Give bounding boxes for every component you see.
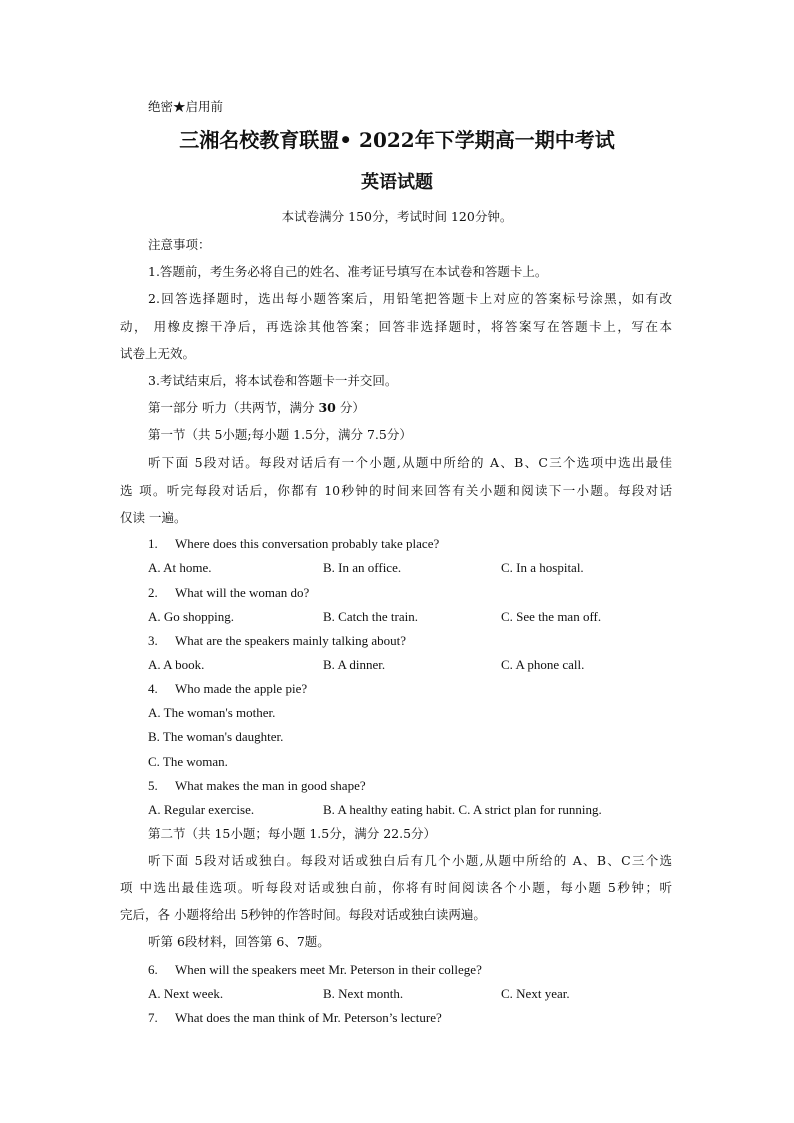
section2-heading: 第二节（共 15小题；每小题 1.5分，满分 22.5分） (148, 826, 437, 841)
section1-instructions-line-2: 选 项。听完每段对话后，你都有 10秒钟的时间来回答有关小题和阅读下一小题。每段对话 (120, 483, 672, 498)
question-4-option-b: B. The woman's daughter. (148, 729, 284, 744)
question-2-option-a: A. Go shopping. (148, 609, 234, 624)
section2-instructions-line-2: 项 中选出最佳选项。听每段对话或独白前，你将有时间阅读各个小题，每小题 5秒钟；听 (120, 880, 672, 895)
note-3: 3.考试结束后，将本试卷和答题卡一并交回。 (148, 373, 398, 388)
question-1-option-c: C. In a hospital. (501, 560, 584, 575)
note-1: 1.答题前，考生务必将自己的姓名、准考证号填写在本试卷和答题卡上。 (148, 264, 548, 279)
part1-heading (148, 400, 365, 416)
section1-instructions-line-1: 听下面 5段对话。每段对话后有一个小题,从题中所给的 A、B、C三个选项中选出最佳 (148, 455, 672, 470)
section2-instructions-line-1: 听下面 5段对话或独白。每段对话或独白后有几个小题,从题中所给的 A、B、C三个选 (148, 853, 672, 868)
question-1-option-a: A. At home. (148, 560, 212, 575)
question-4-option-c: C. The woman. (148, 754, 228, 769)
part1-heading-post: 分） (335, 400, 365, 415)
question-1-option-b: B. In an office. (323, 560, 402, 575)
question-4: 4. Who made the apple pie? (148, 681, 308, 696)
note-2-line-1: 2.回答选择题时，选出每小题答案后，用铅笔把答题卡上对应的答案标号涂黑，如有改 (148, 291, 672, 306)
note-2-line-2: 动， 用橡皮擦干净后，再选涂其他答案；回答非选择题时，将答案写在答题卡上，写在本 (120, 319, 672, 334)
question-2-option-b: B. Catch the train. (323, 609, 418, 624)
question-1: 1. Where does this conversation probably take place? (148, 536, 440, 551)
note-2-line-3: 试卷上无效。 (120, 346, 196, 361)
question-7: 7. What does the man think of Mr. Peterson’s lecture? (148, 1010, 442, 1025)
question-6-option-c: C. Next year. (501, 986, 570, 1001)
section2-instructions-line-3: 完后，各 小题将给出 5秒钟的作答时间。每段对话或独白读两遍。 (120, 907, 486, 922)
question-3: 3. What are the speakers mainly talking about? (148, 633, 407, 648)
exam-info: 本试卷满分 150分，考试时间 120分钟。 (281, 209, 513, 224)
question-5: 5. What makes the man in good shape? (148, 778, 366, 793)
exam-title: 三湘名校教育联盟• 2022年下学期高一期中考试 (179, 128, 615, 152)
confidential-label: 绝密★启用前 (148, 99, 224, 114)
question-3-option-b: B. A dinner. (323, 657, 386, 672)
question-2: 2. What will the woman do? (148, 585, 310, 600)
section1-heading: 第一节（共 5小题;每小题 1.5分，满分 7.5分） (148, 427, 412, 442)
question-2-option-c: C. See the man off. (501, 609, 602, 624)
part1-heading-pre: 第一部分 听力（共两节，满分 (148, 400, 319, 415)
notes-heading: 注意事项： (148, 237, 211, 252)
section1-instructions-line-3: 仅读 一遍。 (120, 510, 187, 525)
question-4-option-a: A. The woman's mother. (148, 705, 276, 720)
question-6: 6. When will the speakers meet Mr. Peterson in their college? (148, 962, 482, 977)
part1-heading-score: 30 (318, 400, 336, 415)
question-6-option-a: A. Next week. (148, 986, 224, 1001)
question-5-option-a: A. Regular exercise. (148, 802, 255, 817)
material-6-instruction: 听第 6段材料，回答第 6、7题。 (148, 934, 330, 949)
question-5-options-b-c: B. A healthy eating habit. C. A strict plan for running. (323, 802, 602, 817)
subject-title: 英语试题 (361, 172, 433, 193)
question-6-option-b: B. Next month. (323, 986, 404, 1001)
question-3-option-a: A. A book. (148, 657, 205, 672)
question-3-option-c: C. A phone call. (501, 657, 585, 672)
